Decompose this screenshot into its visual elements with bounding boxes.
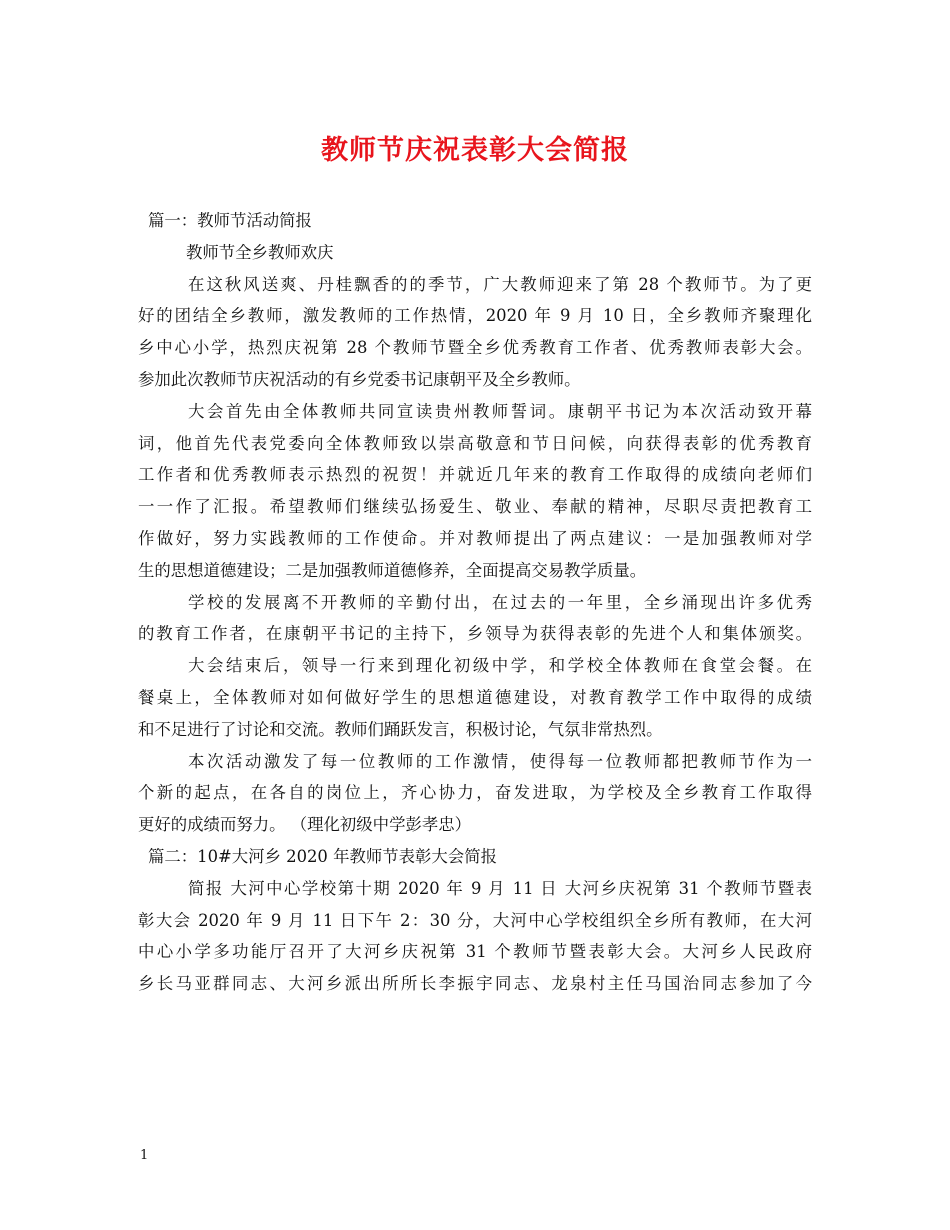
paragraph-line: 个新的起点，在各自的岗位上，齐心协力，奋发进取，为学校及全乡教育工作取得 — [138, 783, 812, 803]
page-number: 1 — [140, 1148, 149, 1163]
paragraph-line: 中心小学多功能厅召开了大河乡庆祝第 31 个教师节暨表彰大会。大河乡人民政府 — [138, 942, 812, 962]
paragraph-line: 大会首先由全体教师共同宣读贵州教师誓词。康朝平书记为本次活动致开幕 — [188, 401, 812, 421]
document-title: 教师节庆祝表彰大会简报 — [321, 135, 629, 166]
document-body — [138, 205, 812, 1000]
paragraph-line: 一一作了汇报。希望教师们继续弘扬爱生、敬业、奉献的精神，尽职尽责把教育工 — [138, 497, 812, 517]
subheading: 教师节全乡教师欢庆 — [186, 242, 334, 262]
paragraph-line: 和不足进行了讨论和交流。教师们踊跃发言，积极讨论，气氛非常热烈。 — [138, 719, 663, 739]
paragraph-line: 餐桌上，全体教师对如何做好学生的思想道德建设，对教育教学工作中取得的成绩 — [138, 687, 812, 707]
paragraph-line: 的教育工作者，在康朝平书记的主持下，乡领导为获得表彰的先进个人和集体颁奖。 — [138, 624, 812, 644]
paragraph-line: 好的团结全乡教师，激发教师的工作热情，2020 年 9 月 10 日，全乡教师齐聚理化 — [138, 306, 812, 326]
paragraph-line: 乡长马亚群同志、大河乡派出所所长李振宇同志、龙泉村主任马国治同志参加了今 — [138, 974, 812, 994]
paragraph-line: 工作者和优秀教师表示热烈的祝贺！并就近几年来的教育工作取得的成绩向老师们 — [138, 465, 812, 485]
paragraph-line: 本次活动激发了每一位教师的工作激情，使得每一位教师都把教师节作为一 — [188, 751, 812, 771]
paragraph-line: 生的思想道德建设；二是加强教师道德修养，全面提高交易教学质量。 — [138, 560, 647, 580]
paragraph-line: 大会结束后，领导一行来到理化初级中学，和学校全体教师在食堂会餐。在 — [188, 656, 812, 676]
paragraph-line: 词，他首先代表党委向全体教师致以崇高敬意和节日问候，向获得表彰的优秀教育 — [138, 433, 812, 453]
section-heading: 篇一：教师节活动简报 — [148, 211, 312, 230]
paragraph-line: 乡中心小学，热烈庆祝第 28 个教师节暨全乡优秀教育工作者、优秀教师表彰大会。 — [138, 338, 812, 358]
paragraph-line: 参加此次教师节庆祝活动的有乡党委书记康朝平及全乡教师。 — [138, 369, 581, 389]
paragraph-line: 更好的成绩而努力。 （理化初级中学彭孝忠） — [138, 815, 472, 835]
paragraph-line: 简报 大河中心学校第十期 2020 年 9 月 11 日 大河乡庆祝第 31 个教师节暨表 — [188, 878, 812, 898]
paragraph-line: 作做好，努力实践教师的工作使命。并对教师提出了两点建议：一是加强教师对学 — [138, 528, 812, 548]
paragraph-line: 学校的发展离不开教师的辛勤付出，在过去的一年里，全乡涌现出许多优秀 — [188, 592, 812, 612]
paragraph-line: 彰大会 2020 年 9 月 11 日下午 2：30 分，大河中心学校组织全乡所有教师，在大河 — [138, 910, 812, 930]
paragraph-line: 在这秋风送爽、丹桂飘香的的季节，广大教师迎来了第 28 个教师节。为了更 — [188, 274, 812, 294]
section-heading: 篇二：10#大河乡 2020 年教师节表彰大会简报 — [148, 846, 497, 866]
